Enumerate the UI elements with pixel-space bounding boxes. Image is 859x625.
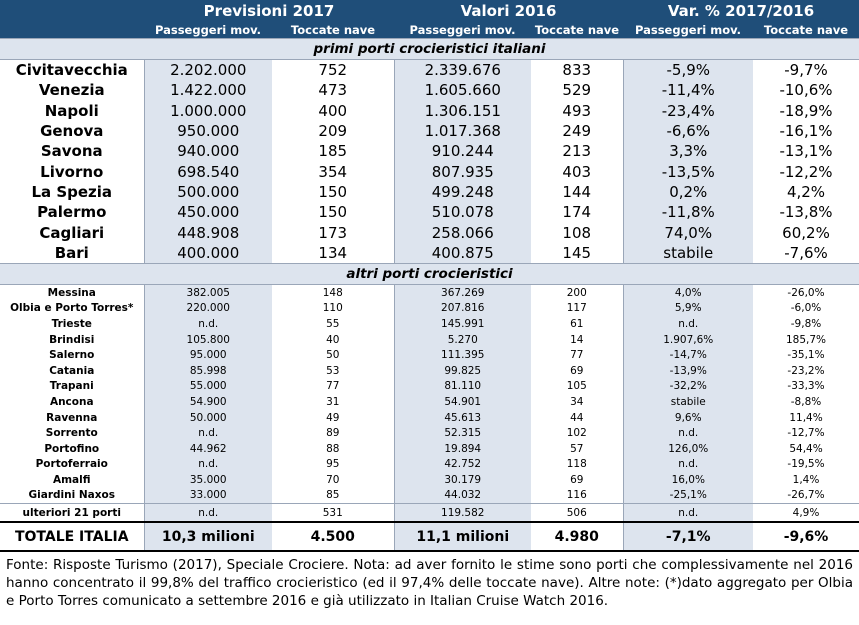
values-passengers: 44.032: [394, 488, 531, 504]
variation-passengers: 0,2%: [623, 182, 753, 202]
forecast-passengers: 1.000.000: [144, 101, 272, 121]
forecast-passengers: n.d.: [144, 425, 272, 441]
port-name: Bari: [54, 243, 89, 262]
variation-calls: -7,6%: [784, 243, 828, 262]
variation-passengers: -32,2%: [623, 379, 753, 395]
table-row: [0, 332, 859, 348]
further-ports-row: [0, 504, 859, 523]
variation-calls: 4,9%: [753, 504, 859, 523]
port-name: Sorrento: [45, 427, 98, 440]
variation-passengers: 16,0%: [623, 472, 753, 488]
variation-passengers: stabile: [623, 394, 753, 410]
variation-calls: 54,4%: [789, 442, 823, 455]
forecast-passengers: n.d.: [144, 504, 272, 523]
forecast-calls: 50: [326, 349, 340, 362]
variation-calls: -6,0%: [790, 302, 822, 315]
variation-passengers: -13,5%: [623, 161, 753, 181]
variation-passengers: 126,0%: [623, 441, 753, 457]
forecast-passengers: 220.000: [144, 301, 272, 317]
forecast-passengers: 54.900: [144, 394, 272, 410]
values-calls: 69: [570, 364, 584, 377]
table-row: [0, 301, 859, 317]
variation-calls: 60,2%: [782, 223, 830, 242]
header-empty-cell: [0, 0, 144, 21]
values-calls: 4.980: [531, 522, 623, 551]
values-passengers: 1.306.151: [394, 101, 531, 121]
values-passengers: 30.179: [394, 472, 531, 488]
table-row: [0, 441, 859, 457]
header-variation: Var. % 2017/2016: [623, 0, 859, 21]
variation-calls: -26,7%: [787, 489, 825, 502]
table-row: [0, 379, 859, 395]
values-calls: 116: [566, 489, 587, 502]
variation-calls: -10,6%: [779, 81, 833, 100]
port-name: Olbia e Porto Torres*: [10, 302, 134, 315]
variation-passengers: -13,9%: [623, 363, 753, 379]
forecast-calls: 150: [318, 203, 348, 222]
variation-passengers: 3,3%: [623, 141, 753, 161]
values-passengers: 19.894: [394, 441, 531, 457]
values-passengers: 510.078: [394, 202, 531, 222]
values-passengers: 807.935: [394, 161, 531, 181]
forecast-calls: 88: [326, 442, 340, 455]
forecast-calls: 53: [326, 364, 340, 377]
port-name: Civitavecchia: [15, 61, 128, 80]
values-passengers: 367.269: [394, 284, 531, 300]
section-minor-title: altri porti crocieristici: [0, 263, 859, 284]
table-row: [0, 284, 859, 300]
variation-passengers: -14,7%: [623, 347, 753, 363]
values-calls: 34: [570, 395, 584, 408]
variation-calls: 1,4%: [792, 473, 820, 486]
forecast-calls: 55: [326, 317, 340, 330]
variation-passengers: 9,6%: [623, 410, 753, 426]
header-sub-row: [0, 21, 859, 39]
port-name: Ancona: [49, 395, 94, 408]
variation-calls: -12,2%: [779, 162, 833, 181]
variation-calls: -33,3%: [787, 380, 825, 393]
section-major-title: primi porti crocieristici italiani: [0, 39, 859, 60]
table-row: [0, 161, 859, 181]
forecast-calls: 473: [318, 81, 348, 100]
values-calls: 14: [570, 333, 584, 346]
variation-passengers: -11,8%: [623, 202, 753, 222]
forecast-calls: 209: [318, 122, 348, 141]
table-row: [0, 472, 859, 488]
values-passengers: 207.816: [394, 301, 531, 317]
forecast-passengers: 698.540: [144, 161, 272, 181]
values-passengers: 42.752: [394, 457, 531, 473]
port-name: Salerno: [49, 349, 95, 362]
port-name: Catania: [49, 364, 95, 377]
table-row: [0, 101, 859, 121]
variation-passengers: -11,4%: [623, 80, 753, 100]
forecast-calls: 31: [326, 395, 340, 408]
variation-calls: -9,6%: [753, 522, 859, 551]
header-values: Valori 2016: [394, 0, 623, 21]
forecast-calls: 354: [318, 162, 348, 181]
forecast-calls: 531: [272, 504, 394, 523]
forecast-passengers: 450.000: [144, 202, 272, 222]
variation-passengers: 1.907,6%: [623, 332, 753, 348]
port-name: Trieste: [51, 317, 92, 330]
values-passengers: 1.605.660: [394, 80, 531, 100]
forecast-passengers: 400.000: [144, 243, 272, 264]
variation-calls: -9,7%: [784, 61, 828, 80]
values-calls: 403: [562, 162, 592, 181]
table-row: [0, 457, 859, 473]
values-passengers: 499.248: [394, 182, 531, 202]
variation-calls: -13,1%: [779, 142, 833, 161]
values-passengers: 54.901: [394, 394, 531, 410]
forecast-passengers: 940.000: [144, 141, 272, 161]
table-row: [0, 141, 859, 161]
forecast-passengers: 950.000: [144, 121, 272, 141]
values-passengers: 5.270: [394, 332, 531, 348]
values-passengers: 11,1 milioni: [394, 522, 531, 551]
forecast-calls: 49: [326, 411, 340, 424]
values-calls: 77: [570, 349, 584, 362]
total-row: [0, 522, 859, 551]
port-name: Livorno: [40, 162, 104, 181]
variation-calls: -16,1%: [779, 122, 833, 141]
forecast-calls: 70: [326, 473, 340, 486]
header-variation-calls: Toccate nave: [753, 21, 859, 39]
table-row: [0, 394, 859, 410]
values-calls: 249: [562, 122, 592, 141]
forecast-calls: 4.500: [272, 522, 394, 551]
variation-calls: 11,4%: [789, 411, 823, 424]
variation-calls: -18,9%: [779, 101, 833, 120]
values-passengers: 45.613: [394, 410, 531, 426]
values-calls: 102: [566, 427, 587, 440]
table-row: [0, 243, 859, 264]
forecast-passengers: 33.000: [144, 488, 272, 504]
values-passengers: 52.315: [394, 425, 531, 441]
values-calls: 529: [562, 81, 592, 100]
table-row: [0, 121, 859, 141]
forecast-passengers: 382.005: [144, 284, 272, 300]
variation-passengers: -25,1%: [623, 488, 753, 504]
forecast-passengers: 95.000: [144, 347, 272, 363]
variation-calls: -35,1%: [787, 349, 825, 362]
values-calls: 117: [566, 302, 587, 315]
forecast-passengers: 105.800: [144, 332, 272, 348]
values-calls: 44: [570, 411, 584, 424]
port-name: Venezia: [38, 81, 105, 100]
forecast-passengers: 2.202.000: [144, 60, 272, 81]
values-calls: 69: [570, 473, 584, 486]
forecast-passengers: 44.962: [144, 441, 272, 457]
table-row: [0, 347, 859, 363]
variation-passengers: 5,9%: [623, 301, 753, 317]
forecast-calls: 95: [326, 458, 340, 471]
section-major-ports: [0, 39, 859, 60]
forecast-calls: 148: [322, 286, 343, 299]
port-name: Napoli: [44, 101, 99, 120]
values-calls: 213: [562, 142, 592, 161]
header-forecast-calls: Toccate nave: [272, 21, 394, 39]
header-values-passengers: Passeggeri mov.: [394, 21, 531, 39]
variation-calls: -23,2%: [787, 364, 825, 377]
forecast-passengers: 35.000: [144, 472, 272, 488]
port-name: Amalfi: [52, 473, 91, 486]
forecast-calls: 40: [326, 333, 340, 346]
values-calls: 105: [566, 380, 587, 393]
forecast-calls: 150: [318, 182, 348, 201]
values-calls: 61: [570, 317, 584, 330]
forecast-calls: 400: [318, 101, 348, 120]
port-name: ulteriori 21 porti: [0, 504, 144, 523]
table-row: [0, 60, 859, 81]
values-calls: 493: [562, 101, 592, 120]
forecast-passengers: n.d.: [144, 316, 272, 332]
variation-passengers: 4,0%: [623, 284, 753, 300]
variation-passengers: -5,9%: [623, 60, 753, 81]
port-name: Genova: [40, 122, 104, 141]
port-name: Ravenna: [46, 411, 98, 424]
values-calls: 108: [562, 223, 592, 242]
values-calls: 200: [566, 286, 587, 299]
forecast-passengers: n.d.: [144, 457, 272, 473]
forecast-calls: 77: [326, 380, 340, 393]
forecast-calls: 110: [322, 302, 343, 315]
table-row: [0, 222, 859, 242]
values-passengers: 400.875: [394, 243, 531, 264]
port-name: Portofino: [44, 442, 100, 455]
table-row: [0, 488, 859, 504]
forecast-passengers: 1.422.000: [144, 80, 272, 100]
port-name: Messina: [47, 286, 96, 299]
header-values-calls: Toccate nave: [531, 21, 623, 39]
variation-passengers: stabile: [623, 243, 753, 264]
values-calls: 144: [562, 182, 592, 201]
variation-passengers: n.d.: [623, 457, 753, 473]
variation-calls: -26,0%: [787, 286, 825, 299]
values-passengers: 1.017.368: [394, 121, 531, 141]
header-empty-cell: [0, 21, 144, 39]
header-group-row: [0, 0, 859, 21]
values-calls: 145: [562, 243, 592, 262]
table-row: [0, 80, 859, 100]
forecast-passengers: 448.908: [144, 222, 272, 242]
values-passengers: 2.339.676: [394, 60, 531, 81]
table-row: [0, 410, 859, 426]
variation-calls: 185,7%: [785, 333, 827, 346]
values-passengers: 910.244: [394, 141, 531, 161]
variation-calls: -12,7%: [787, 427, 825, 440]
forecast-calls: 185: [318, 142, 348, 161]
port-name: Savona: [40, 142, 103, 161]
variation-calls: -8,8%: [790, 395, 822, 408]
values-calls: 174: [562, 203, 592, 222]
source-note: Fonte: Risposte Turismo (2017), Speciale Crociere. Nota: ad aver fornito le stime sono porti che complessivamente nel 2016 hanno concentrato il 99,8% del traffico crocieristico (ed il 97,4% delle toccate nave). Altre note: (*)dato aggregato per Olbia e Porto Torres comunicato a settembre 2016 e già utilizzato in Italian Cruise Watch 2016.: [6, 557, 853, 610]
values-calls: 506: [531, 504, 623, 523]
variation-calls: -9,8%: [790, 317, 822, 330]
forecast-passengers: 500.000: [144, 182, 272, 202]
table-row: [0, 316, 859, 332]
port-name: La Spezia: [31, 182, 113, 201]
values-calls: 118: [566, 458, 587, 471]
header-forecast-passengers: Passeggeri mov.: [144, 21, 272, 39]
port-name: Palermo: [37, 203, 107, 222]
variation-passengers: n.d.: [623, 425, 753, 441]
forecast-passengers: 85.998: [144, 363, 272, 379]
forecast-calls: 85: [326, 489, 340, 502]
variation-passengers: -6,6%: [623, 121, 753, 141]
section-other-ports: [0, 263, 859, 284]
forecast-calls: 89: [326, 427, 340, 440]
values-passengers: 81.110: [394, 379, 531, 395]
values-passengers: 99.825: [394, 363, 531, 379]
forecast-passengers: 50.000: [144, 410, 272, 426]
table-row: [0, 182, 859, 202]
variation-calls: -13,8%: [779, 203, 833, 222]
forecast-calls: 173: [318, 223, 348, 242]
forecast-calls: 752: [318, 61, 348, 80]
table-row: [0, 202, 859, 222]
table-row: [0, 363, 859, 379]
variation-calls: 4,2%: [786, 182, 826, 201]
values-passengers: 258.066: [394, 222, 531, 242]
values-calls: 57: [570, 442, 584, 455]
variation-passengers: -23,4%: [623, 101, 753, 121]
header-variation-passengers: Passeggeri mov.: [623, 21, 753, 39]
forecast-passengers: 55.000: [144, 379, 272, 395]
forecast-passengers: 10,3 milioni: [144, 522, 272, 551]
port-name: Trapani: [49, 380, 94, 393]
variation-passengers: n.d.: [623, 316, 753, 332]
port-name: Brindisi: [49, 333, 95, 346]
variation-passengers: -7,1%: [623, 522, 753, 551]
port-name: Giardini Naxos: [28, 489, 115, 502]
variation-calls: -19,5%: [787, 458, 825, 471]
port-name: Portoferraio: [35, 458, 108, 471]
variation-passengers: n.d.: [623, 504, 753, 523]
values-passengers: 111.395: [394, 347, 531, 363]
variation-passengers: 74,0%: [623, 222, 753, 242]
port-name: Cagliari: [39, 223, 105, 242]
values-passengers: 119.582: [394, 504, 531, 523]
values-calls: 833: [562, 61, 592, 80]
forecast-calls: 134: [318, 243, 348, 262]
table-row: [0, 425, 859, 441]
port-name: TOTALE ITALIA: [0, 522, 144, 551]
header-forecast: Previsioni 2017: [144, 0, 394, 21]
values-passengers: 145.991: [394, 316, 531, 332]
